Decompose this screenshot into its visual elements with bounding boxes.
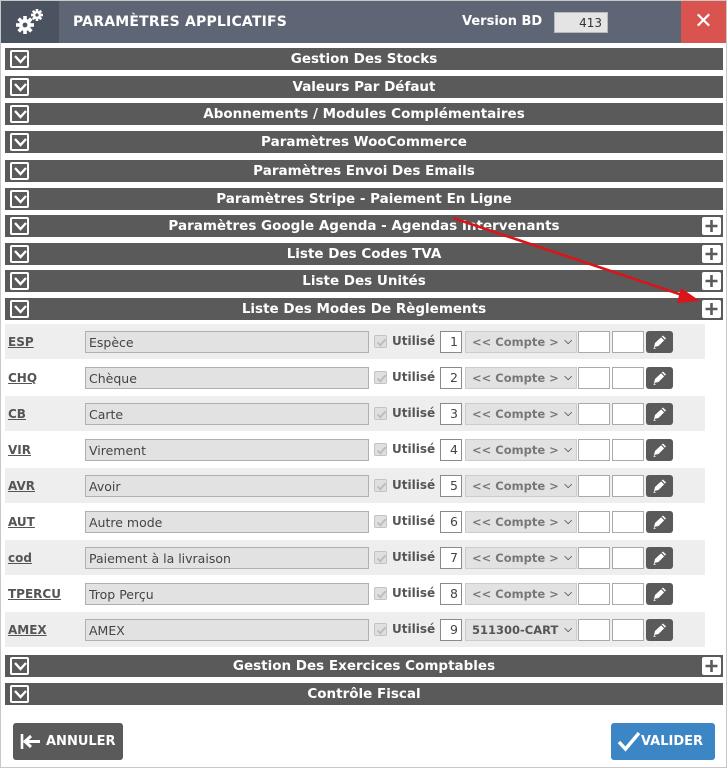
- chevron-down-icon: ⌵: [564, 552, 572, 563]
- account-select-value: << Compte >: [472, 515, 559, 529]
- section-label: Liste Des Unités: [302, 273, 426, 289]
- chevron-down-icon: ⌵: [564, 480, 572, 491]
- section-label: Paramètres Google Agenda - Agendas Intervenants: [168, 218, 560, 234]
- order-field[interactable]: 5: [440, 475, 462, 497]
- payment-label-field[interactable]: [85, 367, 369, 389]
- extra-field-2[interactable]: [612, 583, 644, 605]
- section-valeurs-defaut[interactable]: [5, 76, 723, 98]
- back-arrow-icon: [20, 733, 42, 750]
- extra-field-1[interactable]: [578, 475, 610, 497]
- pencil-icon[interactable]: [646, 619, 673, 641]
- account-select-value: << Compte >: [472, 335, 559, 349]
- list-item: [5, 576, 705, 611]
- title-bar: [1, 1, 726, 43]
- used-label: Utilisé: [392, 586, 436, 600]
- list-item: [5, 324, 705, 359]
- section-label: Paramètres WooCommerce: [261, 134, 467, 150]
- used-label: Utilisé: [392, 550, 436, 564]
- payment-code-link[interactable]: AUT: [8, 515, 35, 529]
- chevron-down-icon[interactable]: [10, 300, 29, 318]
- extra-field-2[interactable]: [612, 331, 644, 353]
- dialog-title: PARAMÈTRES APPLICATIFS: [73, 14, 288, 30]
- chevron-down-icon: ⌵: [564, 408, 572, 419]
- account-select-value: << Compte >: [472, 371, 559, 385]
- payment-label-field[interactable]: [85, 619, 369, 641]
- extra-field-2[interactable]: [612, 403, 644, 425]
- payment-code-link[interactable]: VIR: [8, 443, 31, 457]
- pencil-icon[interactable]: [646, 439, 673, 461]
- payment-code-link[interactable]: CHQ: [8, 371, 38, 385]
- list-item: [5, 540, 705, 575]
- pencil-icon[interactable]: [646, 583, 673, 605]
- section-modes-reglements[interactable]: [5, 298, 723, 320]
- add-payment-mode-button[interactable]: [702, 300, 721, 318]
- gears-icon: [1, 1, 59, 43]
- order-field[interactable]: 9: [440, 619, 462, 641]
- section-label: Contrôle Fiscal: [307, 686, 421, 702]
- account-select[interactable]: [465, 439, 577, 461]
- payment-code-link[interactable]: CB: [8, 407, 26, 421]
- account-select-value: << Compte >: [472, 407, 559, 421]
- account-select-value: 511300-CART: [472, 623, 559, 637]
- section-label: Abonnements / Modules Complémentaires: [203, 106, 525, 122]
- pencil-icon[interactable]: [646, 547, 673, 569]
- extra-field-1[interactable]: [578, 511, 610, 533]
- chevron-down-icon[interactable]: [10, 245, 29, 263]
- version-field[interactable]: [554, 12, 608, 33]
- extra-field-1[interactable]: [578, 583, 610, 605]
- extra-field-1[interactable]: [578, 331, 610, 353]
- extra-field-2[interactable]: [612, 367, 644, 389]
- close-button[interactable]: ✕: [681, 1, 726, 43]
- account-select[interactable]: [465, 475, 577, 497]
- chevron-down-icon[interactable]: [10, 162, 29, 180]
- section-label: Liste Des Codes TVA: [286, 246, 442, 262]
- chevron-down-icon[interactable]: [10, 50, 29, 68]
- section-codes-tva[interactable]: [5, 243, 723, 265]
- list-item: [5, 360, 705, 395]
- payment-label-field[interactable]: [85, 439, 369, 461]
- section-gestion-stocks[interactable]: [5, 48, 723, 70]
- chevron-down-icon[interactable]: [10, 133, 29, 151]
- payment-code-link[interactable]: ESP: [8, 335, 34, 349]
- plus-icon[interactable]: [702, 272, 721, 290]
- account-select-value: << Compte >: [472, 479, 559, 493]
- list-item: [5, 468, 705, 503]
- version-label: Version BD: [462, 14, 543, 29]
- extra-field-1[interactable]: [578, 547, 610, 569]
- order-field[interactable]: 3: [440, 403, 462, 425]
- used-label: Utilisé: [392, 442, 436, 456]
- chevron-down-icon[interactable]: [10, 657, 29, 675]
- plus-icon[interactable]: [702, 217, 721, 235]
- account-select[interactable]: [465, 331, 577, 353]
- section-controle-fiscal[interactable]: [5, 683, 723, 705]
- order-field[interactable]: 1: [440, 331, 462, 353]
- chevron-down-icon[interactable]: [10, 685, 29, 703]
- account-select[interactable]: [465, 547, 577, 569]
- extra-field-2[interactable]: [612, 619, 644, 641]
- payment-modes-list: [5, 324, 705, 649]
- pencil-icon[interactable]: [646, 511, 673, 533]
- section-abonnements[interactable]: [5, 103, 723, 125]
- payment-code-link[interactable]: AMEX: [8, 623, 47, 637]
- payment-label-field[interactable]: [85, 511, 369, 533]
- chevron-down-icon[interactable]: [10, 217, 29, 235]
- pencil-icon[interactable]: [646, 367, 673, 389]
- extra-field-2[interactable]: [612, 475, 644, 497]
- section-label: Paramètres Stripe - Paiement En Ligne: [216, 191, 512, 207]
- account-select-value: << Compte >: [472, 551, 559, 565]
- extra-field-1[interactable]: [578, 619, 610, 641]
- extra-field-1[interactable]: [578, 403, 610, 425]
- used-label: Utilisé: [392, 622, 436, 636]
- section-stripe[interactable]: [5, 188, 723, 210]
- account-select[interactable]: [465, 511, 577, 533]
- section-label: Valeurs Par Défaut: [292, 79, 436, 95]
- chevron-down-icon[interactable]: [10, 78, 29, 96]
- section-label: Gestion Des Stocks: [290, 51, 438, 67]
- plus-icon[interactable]: [702, 657, 721, 675]
- used-label: Utilisé: [392, 370, 436, 384]
- order-field[interactable]: 8: [440, 583, 462, 605]
- payment-label-field[interactable]: [85, 583, 369, 605]
- payment-label-field[interactable]: [85, 403, 369, 425]
- chevron-down-icon: ⌵: [564, 588, 572, 599]
- list-item: [5, 396, 705, 431]
- plus-icon[interactable]: [702, 245, 721, 263]
- pencil-icon[interactable]: [646, 403, 673, 425]
- chevron-down-icon[interactable]: [10, 190, 29, 208]
- used-checkbox[interactable]: [374, 551, 387, 564]
- validate-label: VALIDER: [641, 734, 704, 749]
- list-item: [5, 504, 705, 539]
- used-checkbox[interactable]: [374, 623, 387, 636]
- used-checkbox[interactable]: [374, 515, 387, 528]
- extra-field-1[interactable]: [578, 367, 610, 389]
- pencil-icon[interactable]: [646, 475, 673, 497]
- section-exercices-comptables[interactable]: [5, 655, 723, 677]
- used-checkbox[interactable]: [374, 407, 387, 420]
- account-select[interactable]: [465, 619, 577, 641]
- pencil-icon[interactable]: [646, 331, 673, 353]
- extra-field-1[interactable]: [578, 439, 610, 461]
- chevron-down-icon: ⌵: [564, 372, 572, 383]
- section-woocommerce[interactable]: [5, 131, 723, 153]
- account-select[interactable]: [465, 367, 577, 389]
- extra-field-2[interactable]: [612, 439, 644, 461]
- list-item: [5, 612, 705, 647]
- extra-field-2[interactable]: [612, 511, 644, 533]
- section-label: Liste Des Modes De Règlements: [241, 301, 487, 317]
- chevron-down-icon: ⌵: [564, 624, 572, 635]
- used-checkbox[interactable]: [374, 335, 387, 348]
- payment-code-link[interactable]: TPERCU: [8, 587, 61, 601]
- order-field[interactable]: 7: [440, 547, 462, 569]
- used-checkbox[interactable]: [374, 587, 387, 600]
- order-field[interactable]: 4: [440, 439, 462, 461]
- order-field[interactable]: 2: [440, 367, 462, 389]
- section-label: Paramètres Envoi Des Emails: [253, 163, 475, 179]
- payment-code-link[interactable]: cod: [8, 551, 32, 565]
- section-google-agenda[interactable]: [5, 215, 723, 237]
- payment-label-field[interactable]: [85, 475, 369, 497]
- account-select[interactable]: [465, 583, 577, 605]
- used-checkbox[interactable]: [374, 371, 387, 384]
- extra-field-2[interactable]: [612, 547, 644, 569]
- account-select-value: << Compte >: [472, 443, 559, 457]
- payment-code-link[interactable]: AVR: [8, 479, 35, 493]
- list-item: [5, 432, 705, 467]
- payment-label-field[interactable]: [85, 547, 369, 569]
- chevron-down-icon: ⌵: [564, 444, 572, 455]
- chevron-down-icon: ⌵: [564, 516, 572, 527]
- payment-label-field[interactable]: [85, 331, 369, 353]
- cancel-label: ANNULER: [46, 734, 116, 749]
- validate-button[interactable]: [611, 723, 715, 760]
- used-label: Utilisé: [392, 334, 436, 348]
- used-label: Utilisé: [392, 478, 436, 492]
- order-field[interactable]: 6: [440, 511, 462, 533]
- checkmark-icon: [617, 731, 641, 752]
- section-emails[interactable]: [5, 160, 723, 182]
- used-checkbox[interactable]: [374, 479, 387, 492]
- used-label: Utilisé: [392, 514, 436, 528]
- chevron-down-icon[interactable]: [10, 105, 29, 123]
- account-select-value: << Compte >: [472, 587, 559, 601]
- cancel-button[interactable]: [13, 723, 123, 760]
- used-checkbox[interactable]: [374, 443, 387, 456]
- section-label: Gestion Des Exercices Comptables: [232, 658, 496, 674]
- chevron-down-icon: ⌵: [564, 336, 572, 347]
- account-select[interactable]: [465, 403, 577, 425]
- section-unites[interactable]: [5, 270, 723, 292]
- chevron-down-icon[interactable]: [10, 272, 29, 290]
- used-label: Utilisé: [392, 406, 436, 420]
